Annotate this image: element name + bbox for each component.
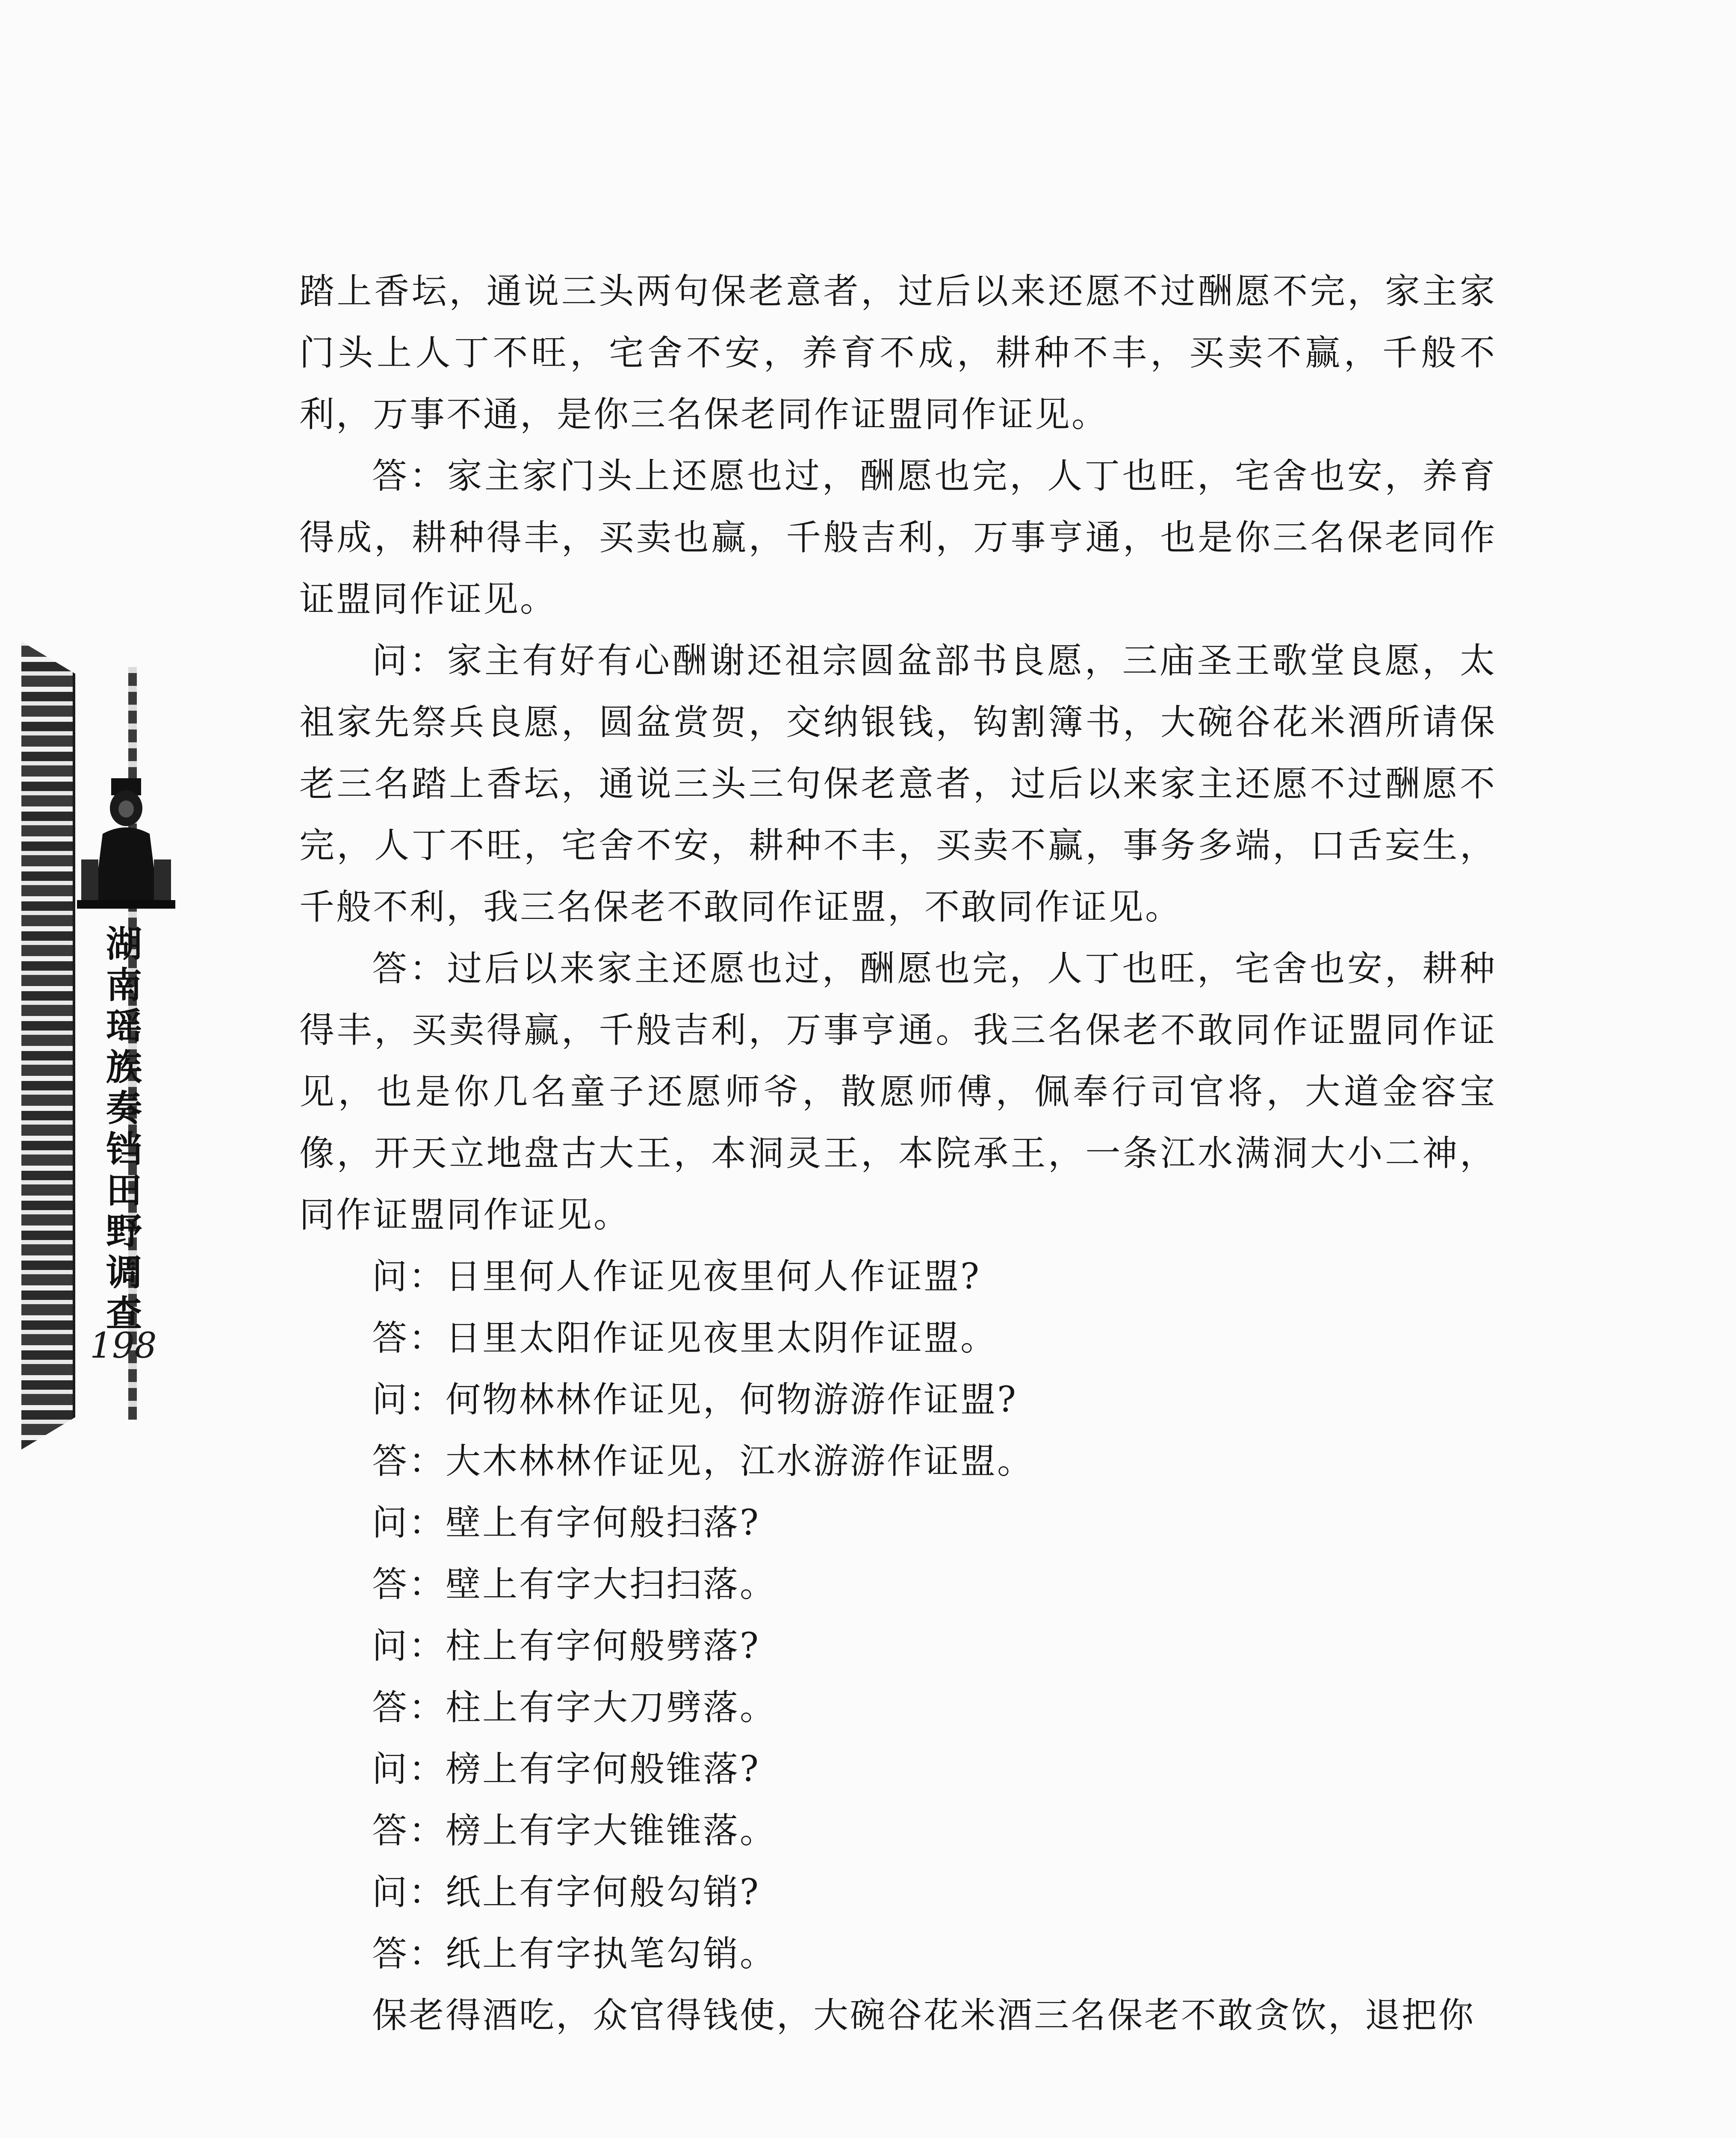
page-number: 198 xyxy=(90,1326,157,1366)
closing-line: 保老得酒吃，众官得钱使，大碗谷花米酒三名保老不敢贪饮，退把你 xyxy=(372,1995,1476,2036)
qa-line: 答：日里太阳作证见夜里太阴作证盟。 xyxy=(372,1318,998,1358)
book-title: 湖南瑶族奏铛田野调查 xyxy=(106,923,142,1335)
paragraph: 答：家主家门头上还愿也过，酬愿也完，人丁也旺，宅舍也安，养育得成，耕种得丰，买卖也赢，千般吉利，万事亨通，也是你三名保老同作证盟同作证见。 xyxy=(299,456,1497,620)
paragraph: 答：过后以来家主还愿也过，酬愿也完，人丁也旺，宅舍也安，耕种得丰，买卖得赢，千般吉利，万事亨通。我三名保老不敢同作证盟同作证见，也是你几名童子还愿师爷，散愿师傅，佩奉行司官将，大道金容宝像，开天立地盘古大王，本洞灵王，本院承王，一条江水满洞大小二神，同作证盟同作证见。 xyxy=(299,948,1497,1235)
qa-line: 问：壁上有字何般扫落? xyxy=(372,1503,760,1543)
qa-line: 答：柱上有字大刀劈落。 xyxy=(372,1687,777,1728)
qa-line: 问：何物林林作证见，何物游游作证盟? xyxy=(372,1379,1018,1420)
seated-figure-icon xyxy=(77,774,175,911)
qa-line: 答：纸上有字执笔勾销。 xyxy=(372,1934,777,1974)
qa-line: 答：榜上有字大锥锥落。 xyxy=(372,1810,777,1851)
qa-line: 问：柱上有字何般劈落? xyxy=(372,1626,760,1666)
qa-line: 问：榜上有字何般锥落? xyxy=(372,1749,760,1790)
qa-line: 问：纸上有字何般勾销? xyxy=(372,1872,760,1913)
qa-line: 问：日里何人作证见夜里何人作证盟? xyxy=(372,1256,981,1297)
main-text xyxy=(299,261,1497,2046)
qa-line: 答：大木林林作证见，江水游游作证盟。 xyxy=(372,1441,1034,1482)
ornamental-border xyxy=(21,641,75,1450)
paragraph: 踏上香坛，通说三头两句保老意者，过后以来还愿不过酬愿不完，家主家门头上人丁不旺，宅舍不安，养育不成，耕种不丰，买卖不赢，千般不利，万事不通，是你三名保老同作证盟同作证见。 xyxy=(299,271,1497,435)
paragraph: 问：家主有好有心酬谢还祖宗圆盆部书良愿，三庙圣王歌堂良愿，太祖家先祭兵良愿，圆盆赏贺，交纳银钱，钩割簿书，大碗谷花米酒所请保老三名踏上香坛，通说三头三句保老意者，过后以来家主还愿不过酬愿不完，人丁不旺，宅舍不安，耕种不丰，买卖不赢，事务多端，口舌妄生，千般不利，我三名保老不敢同作证盟，不敢同作证见。 xyxy=(299,641,1497,927)
qa-line: 答：壁上有字大扫扫落。 xyxy=(372,1564,777,1605)
